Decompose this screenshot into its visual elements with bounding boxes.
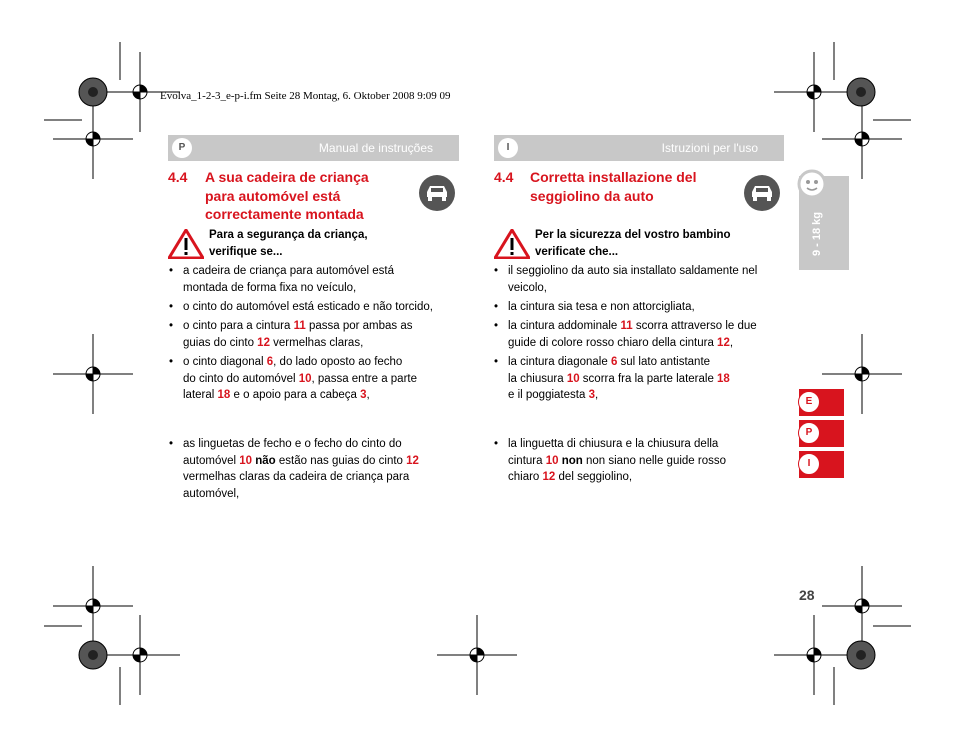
language-badge: I (798, 453, 820, 475)
header-bar-italian (494, 135, 784, 161)
header-bar-portuguese (168, 135, 459, 161)
language-tab-i[interactable] (799, 451, 844, 478)
list-item: • as linguetas de fecho e o fecho do cinto do automóvel 10 não estão nas guias do cinto 12 vermelhas claras da cadeira de criança para automóvel, (169, 438, 419, 500)
safety-intro: Para a segurança da criança, verifique se... (209, 229, 368, 258)
child-face-icon (796, 168, 828, 200)
list-item: • la linguetta di chiusura e la chiusura della cintura 10 non non siano nelle guide rosso chiaro 12 del seggiolino, (494, 438, 727, 483)
section-number: 4.4 (168, 169, 188, 185)
language-badge: I (498, 138, 518, 158)
car-icon (418, 174, 456, 212)
header-title: Istruzioni per l'uso (661, 141, 758, 155)
section-title: A sua cadeira de criança para automóvel está correctamente montada (205, 169, 369, 222)
list-item: • la cintura diagonale 6 sul lato antistante la chiusura 10 scorra fra la parte laterale 18 e il poggiatesta 3, (494, 356, 730, 401)
list-item: • o cinto para a cintura 11 passa por ambas as guias do cinto 12 vermelhas claras, (169, 320, 413, 349)
list-item: • la cintura addominale 11 scorra attraverso le due guide di colore rosso chiaro della cintura 12, (494, 320, 757, 349)
language-badge: P (172, 138, 192, 158)
list-item: • o cinto do automóvel está esticado e não torcido, (169, 301, 433, 313)
header-title: Manual de instruções (318, 141, 433, 155)
language-tab-p[interactable] (799, 420, 844, 447)
page-number: 28 (799, 587, 815, 603)
list-item: • il seggiolino da auto sia installato saldamente nel veicolo, (494, 265, 758, 294)
list-item: • a cadeira de criança para automóvel está montada de forma fixa no veículo, (169, 265, 394, 294)
section-title: Corretta installazione del seggiolino da auto (530, 169, 697, 204)
section-number: 4.4 (494, 169, 514, 185)
list-item: • la cintura sia tesa e non attorcigliata, (494, 301, 695, 313)
language-badge: P (798, 422, 820, 444)
list-item: • o cinto diagonal 6, do lado oposto ao fecho do cinto do automóvel 10, passa entre a parte lateral 18 e o apoio para a cabeça 3, (169, 356, 417, 401)
car-icon (743, 174, 781, 212)
safety-intro: Per la sicurezza del vostro bambino verificate che... (535, 229, 731, 258)
warning-triangle-icon (494, 229, 530, 259)
weight-label: 9 - 18 kg (811, 211, 823, 256)
file-info: Evolva_1-2-3_e-p-i.fm Seite 28 Montag, 6. Oktober 2008 9:09 09 (160, 90, 451, 102)
language-badge: E (798, 391, 820, 413)
language-tab-e[interactable] (799, 389, 844, 416)
warning-triangle-icon (168, 229, 204, 259)
